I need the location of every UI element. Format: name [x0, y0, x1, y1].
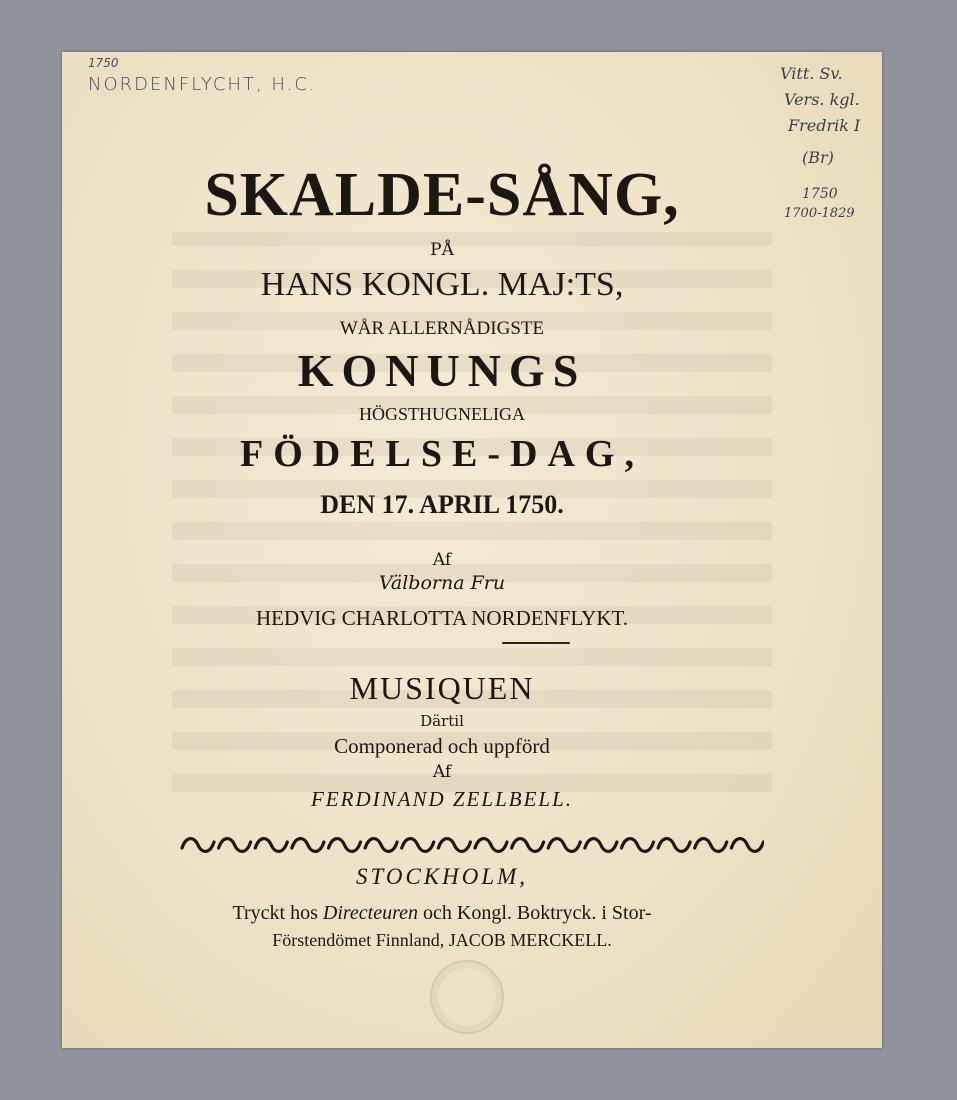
- ornament-scroll: [365, 839, 397, 852]
- imprint-line-2: Förstendömet Finnland, JACOB MERCKELL.: [272, 930, 612, 950]
- ornament-scroll: [512, 839, 544, 852]
- handwritten-note-line: Fredrik I: [788, 116, 861, 135]
- ornament-scroll: [219, 839, 251, 852]
- ornament-scroll: [475, 839, 507, 852]
- ornament-scroll: [329, 839, 361, 852]
- ornament-scroll: [695, 839, 727, 852]
- ornament-scroll: [438, 839, 470, 852]
- ornament-scroll: [182, 839, 214, 852]
- handwritten-year: 1750: [88, 56, 119, 70]
- handwritten-catalog-entry: NORDENFLYCHT, H.C.: [88, 74, 317, 95]
- music-af: Af: [432, 762, 452, 782]
- title-line-majesty: HANS KONGL. MAJ:TS,: [260, 266, 624, 303]
- ornament-scroll: [402, 839, 434, 852]
- title-line-hogsthugneliga: HÖGSTHUGNELIGA: [359, 404, 525, 424]
- document-page: [62, 52, 882, 1048]
- title-line-fodelsedag: FÖDELSE-DAG,: [240, 433, 644, 475]
- handwritten-note-line: Vitt. Sv.: [780, 64, 843, 83]
- ornament-scroll: [292, 839, 324, 852]
- ornament-border: [178, 834, 764, 856]
- imprint-text: Tryckt hos: [232, 902, 318, 924]
- music-composed-line: Componerad och uppförd: [334, 734, 550, 758]
- by-line-af: Af: [432, 550, 452, 570]
- music-dartil: Därtil: [420, 712, 464, 730]
- imprint-text-italic: Directeuren: [322, 902, 419, 924]
- divider-rule: [502, 642, 570, 644]
- author-name: HEDVIG CHARLOTTA NORDENFLYKT.: [255, 606, 629, 630]
- by-line-valborna: Välborna Fru: [378, 572, 506, 594]
- ornament-scroll: [658, 839, 690, 852]
- handwritten-note-line: (Br): [802, 148, 834, 167]
- ornament-scroll: [548, 839, 580, 852]
- music-heading: MUSIQUEN: [349, 670, 535, 706]
- handwritten-note-line: 1700-1829: [784, 206, 855, 221]
- handwritten-note-line: 1750: [802, 186, 838, 202]
- imprint-text: och Kongl. Boktryck. i Stor-: [423, 902, 652, 924]
- title-line-war: WÅR ALLERNÅDIGSTE: [339, 318, 545, 339]
- main-title: SKALDE-SÅNG,: [204, 161, 680, 229]
- ornament-scroll: [255, 839, 287, 852]
- ornament-scroll: [622, 839, 654, 852]
- library-stamp: [430, 960, 504, 1034]
- ornament-scroll: [731, 839, 763, 852]
- title-line-pa: PÅ: [430, 240, 454, 260]
- handwritten-note-line: Vers. kgl.: [784, 90, 860, 109]
- title-line-konungs: KONUNGS: [297, 345, 587, 396]
- ornament-scroll: [585, 839, 617, 852]
- imprint-place: STOCKHOLM,: [355, 864, 529, 889]
- imprint-line-1: [62, 902, 822, 925]
- composer-name: FERDINAND ZELLBELL.: [310, 787, 574, 811]
- title-date: DEN 17. APRIL 1750.: [320, 490, 564, 519]
